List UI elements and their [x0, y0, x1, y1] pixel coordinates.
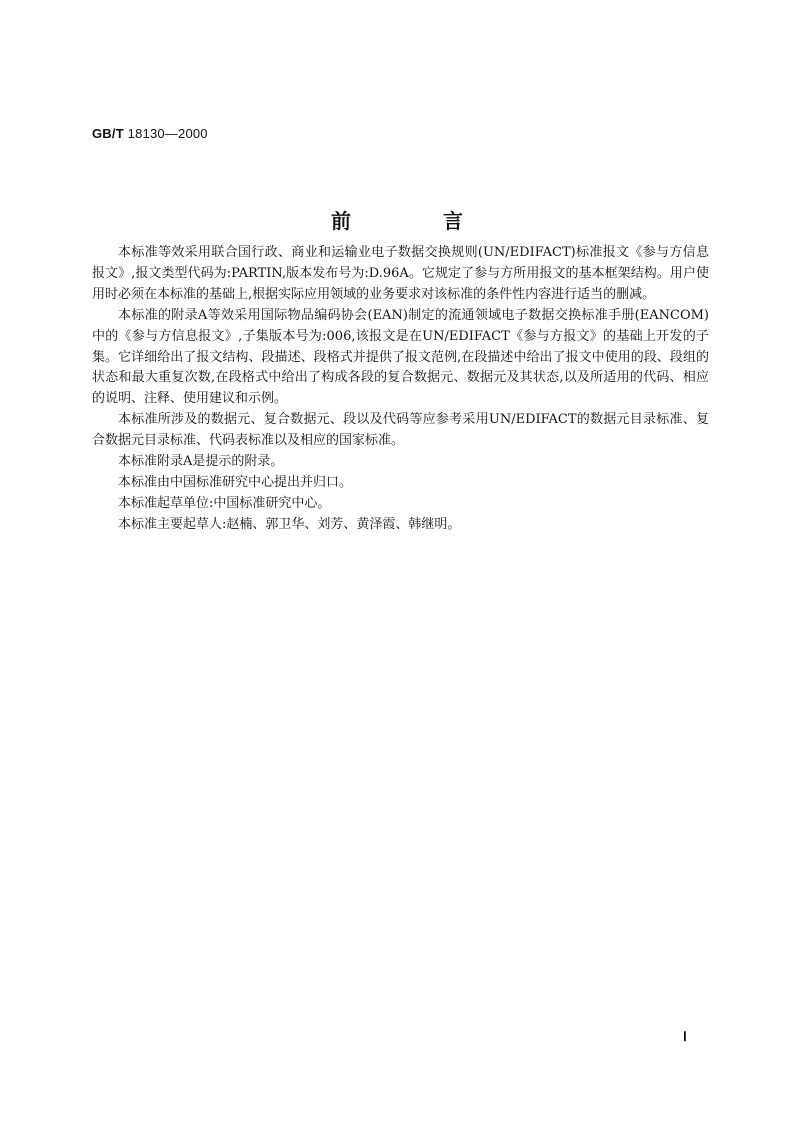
paragraph: 本标准附录A是提示的附录。: [118, 454, 284, 470]
standard-prefix: GB/T: [92, 126, 124, 141]
paragraph: 本标准由中国标准研究中心提出并归口。: [118, 474, 353, 490]
standard-code: [92, 126, 208, 141]
paragraph: 本标准主要起草人:赵楠、郭卫华、刘芳、黄泽霞、韩继明。: [118, 516, 461, 532]
standard-number: 18130—2000: [127, 126, 208, 141]
paragraph: 本标准所涉及的数据元、复合数据元、段以及代码等应参考采用UN/EDIFACT的数据元目录标准、复合数据元目录标准、代码表标准以及相应的国家标准。: [92, 412, 709, 449]
paragraph: 本标准起草单位:中国标准研究中心。: [118, 495, 331, 511]
page-title: 前 言: [331, 209, 499, 233]
page-number: Ⅰ: [683, 1029, 687, 1044]
paragraph: 本标准等效采用联合国行政、商业和运输业电子数据交换规则(UN/EDIFACT)标准报文《参与方信息报文》,报文类型代码为:PARTIN,版本发布号为:D.96A。它规定了参与方所用报文的基本框架结构。用户使用时必须在本标准的基础上,根据实际应用领域的业务要求对该标准的条件性内容进行适当的删减。: [92, 245, 709, 302]
foreword-body: [92, 243, 709, 536]
paragraph: 本标准的附录A等效采用国际物品编码协会(EAN)制定的流通领域电子数据交换标准手册(EANCOM)中的《参与方信息报文》,子集版本号为:006,该报文是在UN/EDIFACT《参与方报文》的基础上开发的子集。它详细给出了报文结构、段描述、段格式并提供了报文范例,在段描述中给出了报文中使用的段、段组的状态和最大重复次数,在段格式中给出了构成各段的复合数据元、数据元及其状态,以及所适用的代码、相应的说明、注释、使用建议和示例。: [92, 307, 709, 407]
